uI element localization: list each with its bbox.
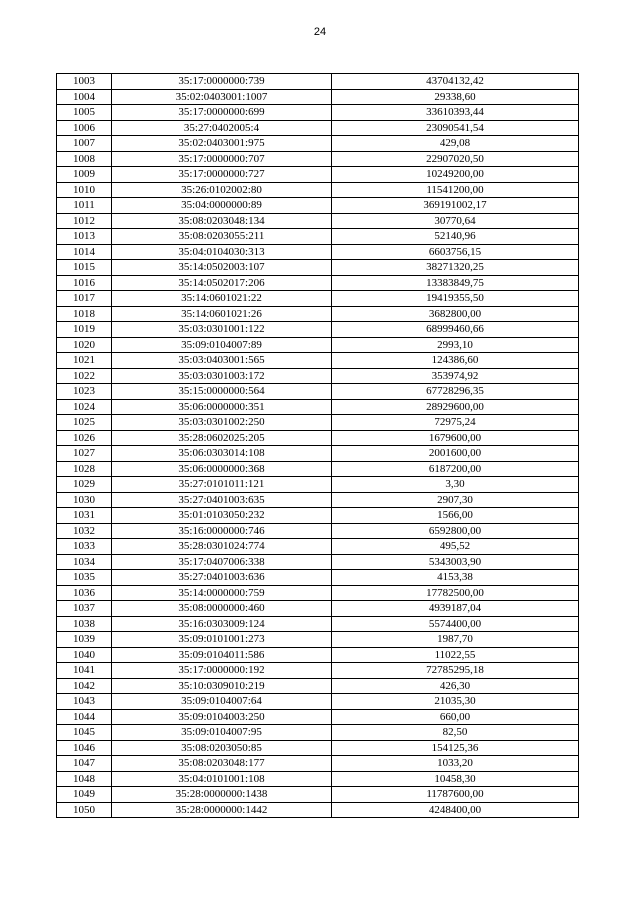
table-row bbox=[57, 151, 579, 167]
row-number-cell: 1022 bbox=[57, 368, 112, 384]
value-cell: 429,08 bbox=[332, 136, 579, 152]
table-body bbox=[57, 74, 579, 818]
table-row bbox=[57, 663, 579, 679]
row-number-cell: 1041 bbox=[57, 663, 112, 679]
table-row bbox=[57, 430, 579, 446]
table-row bbox=[57, 306, 579, 322]
table-row bbox=[57, 120, 579, 136]
table-row bbox=[57, 89, 579, 105]
row-number-cell: 1049 bbox=[57, 787, 112, 803]
cadastral-number-cell: 35:28:0000000:1438 bbox=[112, 787, 332, 803]
value-cell: 10249200,00 bbox=[332, 167, 579, 183]
value-cell: 495,52 bbox=[332, 539, 579, 555]
table-row bbox=[57, 244, 579, 260]
value-cell: 1566,00 bbox=[332, 508, 579, 524]
cadastral-number-cell: 35:17:0000000:192 bbox=[112, 663, 332, 679]
value-cell: 1987,70 bbox=[332, 632, 579, 648]
row-number-cell: 1012 bbox=[57, 213, 112, 229]
value-cell: 353974,92 bbox=[332, 368, 579, 384]
value-cell: 11541200,00 bbox=[332, 182, 579, 198]
table-row bbox=[57, 554, 579, 570]
row-number-cell: 1034 bbox=[57, 554, 112, 570]
cadastral-number-cell: 35:09:0104007:64 bbox=[112, 694, 332, 710]
cadastral-number-cell: 35:04:0000000:89 bbox=[112, 198, 332, 214]
value-cell: 10458,30 bbox=[332, 771, 579, 787]
row-number-cell: 1048 bbox=[57, 771, 112, 787]
cadastral-number-cell: 35:17:0407006:338 bbox=[112, 554, 332, 570]
value-cell: 2001600,00 bbox=[332, 446, 579, 462]
table-row bbox=[57, 740, 579, 756]
cadastral-number-cell: 35:03:0403001:565 bbox=[112, 353, 332, 369]
value-cell: 72975,24 bbox=[332, 415, 579, 431]
row-number-cell: 1035 bbox=[57, 570, 112, 586]
value-cell: 72785295,18 bbox=[332, 663, 579, 679]
row-number-cell: 1039 bbox=[57, 632, 112, 648]
row-number-cell: 1004 bbox=[57, 89, 112, 105]
table-row bbox=[57, 585, 579, 601]
table-row bbox=[57, 570, 579, 586]
value-cell: 23090541,54 bbox=[332, 120, 579, 136]
row-number-cell: 1025 bbox=[57, 415, 112, 431]
row-number-cell: 1023 bbox=[57, 384, 112, 400]
cadastral-number-cell: 35:09:0104007:89 bbox=[112, 337, 332, 353]
row-number-cell: 1047 bbox=[57, 756, 112, 772]
value-cell: 5343003,90 bbox=[332, 554, 579, 570]
row-number-cell: 1019 bbox=[57, 322, 112, 338]
table-row bbox=[57, 802, 579, 818]
table-row bbox=[57, 213, 579, 229]
cadastral-number-cell: 35:26:0102002:80 bbox=[112, 182, 332, 198]
value-cell: 426,30 bbox=[332, 678, 579, 694]
value-cell: 67728296,35 bbox=[332, 384, 579, 400]
cadastral-number-cell: 35:28:0602025:205 bbox=[112, 430, 332, 446]
value-cell: 124386,60 bbox=[332, 353, 579, 369]
value-cell: 22907020,50 bbox=[332, 151, 579, 167]
table-row bbox=[57, 399, 579, 415]
table-row bbox=[57, 616, 579, 632]
cadastral-number-cell: 35:17:0000000:707 bbox=[112, 151, 332, 167]
cadastral-number-cell: 35:17:0000000:727 bbox=[112, 167, 332, 183]
table-row bbox=[57, 446, 579, 462]
value-cell: 2993,10 bbox=[332, 337, 579, 353]
cadastral-number-cell: 35:08:0203048:134 bbox=[112, 213, 332, 229]
cadastral-number-cell: 35:08:0203055:211 bbox=[112, 229, 332, 245]
table-row bbox=[57, 384, 579, 400]
value-cell: 2907,30 bbox=[332, 492, 579, 508]
value-cell: 6187200,00 bbox=[332, 461, 579, 477]
value-cell: 4153,38 bbox=[332, 570, 579, 586]
cadastral-number-cell: 35:09:0104003:250 bbox=[112, 709, 332, 725]
row-number-cell: 1030 bbox=[57, 492, 112, 508]
value-cell: 21035,30 bbox=[332, 694, 579, 710]
cadastral-number-cell: 35:27:0101011:121 bbox=[112, 477, 332, 493]
row-number-cell: 1028 bbox=[57, 461, 112, 477]
cadastral-number-cell: 35:08:0203050:85 bbox=[112, 740, 332, 756]
row-number-cell: 1015 bbox=[57, 260, 112, 276]
row-number-cell: 1043 bbox=[57, 694, 112, 710]
cadastral-number-cell: 35:06:0303014:108 bbox=[112, 446, 332, 462]
row-number-cell: 1044 bbox=[57, 709, 112, 725]
cadastral-number-cell: 35:09:0101001:273 bbox=[112, 632, 332, 648]
row-number-cell: 1024 bbox=[57, 399, 112, 415]
row-number-cell: 1009 bbox=[57, 167, 112, 183]
row-number-cell: 1042 bbox=[57, 678, 112, 694]
value-cell: 19419355,50 bbox=[332, 291, 579, 307]
table-row bbox=[57, 136, 579, 152]
row-number-cell: 1007 bbox=[57, 136, 112, 152]
value-cell: 82,50 bbox=[332, 725, 579, 741]
value-cell: 30770,64 bbox=[332, 213, 579, 229]
table-row bbox=[57, 647, 579, 663]
table-row bbox=[57, 477, 579, 493]
row-number-cell: 1045 bbox=[57, 725, 112, 741]
row-number-cell: 1016 bbox=[57, 275, 112, 291]
table-row bbox=[57, 182, 579, 198]
value-cell: 6592800,00 bbox=[332, 523, 579, 539]
row-number-cell: 1013 bbox=[57, 229, 112, 245]
value-cell: 52140,96 bbox=[332, 229, 579, 245]
table-row bbox=[57, 291, 579, 307]
value-cell: 3,30 bbox=[332, 477, 579, 493]
value-cell: 369191002,17 bbox=[332, 198, 579, 214]
cadastral-number-cell: 35:14:0502017:206 bbox=[112, 275, 332, 291]
cadastral-number-cell: 35:28:0000000:1442 bbox=[112, 802, 332, 818]
value-cell: 38271320,25 bbox=[332, 260, 579, 276]
row-number-cell: 1018 bbox=[57, 306, 112, 322]
cadastral-number-cell: 35:08:0203048:177 bbox=[112, 756, 332, 772]
table-row bbox=[57, 322, 579, 338]
table-row bbox=[57, 74, 579, 90]
row-number-cell: 1036 bbox=[57, 585, 112, 601]
table-row bbox=[57, 198, 579, 214]
value-cell: 17782500,00 bbox=[332, 585, 579, 601]
cadastral-number-cell: 35:03:0301003:172 bbox=[112, 368, 332, 384]
cadastral-number-cell: 35:28:0301024:774 bbox=[112, 539, 332, 555]
value-cell: 1679600,00 bbox=[332, 430, 579, 446]
cadastral-number-cell: 35:14:0601021:22 bbox=[112, 291, 332, 307]
row-number-cell: 1027 bbox=[57, 446, 112, 462]
table-row bbox=[57, 787, 579, 803]
cadastral-number-cell: 35:09:0104007:95 bbox=[112, 725, 332, 741]
cadastral-number-cell: 35:08:0000000:460 bbox=[112, 601, 332, 617]
cadastral-number-cell: 35:16:0000000:746 bbox=[112, 523, 332, 539]
table-row bbox=[57, 461, 579, 477]
value-cell: 660,00 bbox=[332, 709, 579, 725]
value-cell: 4939187,04 bbox=[332, 601, 579, 617]
table-row bbox=[57, 368, 579, 384]
value-cell: 13383849,75 bbox=[332, 275, 579, 291]
value-cell: 29338,60 bbox=[332, 89, 579, 105]
value-cell: 43704132,42 bbox=[332, 74, 579, 90]
row-number-cell: 1046 bbox=[57, 740, 112, 756]
table-row bbox=[57, 601, 579, 617]
value-cell: 154125,36 bbox=[332, 740, 579, 756]
table-row bbox=[57, 415, 579, 431]
table-row bbox=[57, 678, 579, 694]
cadastral-number-cell: 35:02:0403001:1007 bbox=[112, 89, 332, 105]
cadastral-number-cell: 35:15:0000000:564 bbox=[112, 384, 332, 400]
cadastral-number-cell: 35:06:0000000:351 bbox=[112, 399, 332, 415]
value-cell: 5574400,00 bbox=[332, 616, 579, 632]
table-row bbox=[57, 539, 579, 555]
table-row bbox=[57, 353, 579, 369]
cadastral-number-cell: 35:14:0502003:107 bbox=[112, 260, 332, 276]
cadastral-number-cell: 35:14:0601021:26 bbox=[112, 306, 332, 322]
cadastral-number-cell: 35:14:0000000:759 bbox=[112, 585, 332, 601]
table-row bbox=[57, 167, 579, 183]
cadastral-number-cell: 35:04:0104030:313 bbox=[112, 244, 332, 260]
cadastral-number-cell: 35:06:0000000:368 bbox=[112, 461, 332, 477]
row-number-cell: 1026 bbox=[57, 430, 112, 446]
table-row bbox=[57, 508, 579, 524]
row-number-cell: 1010 bbox=[57, 182, 112, 198]
cadastral-number-cell: 35:09:0104011:586 bbox=[112, 647, 332, 663]
cadastral-number-cell: 35:27:0401003:636 bbox=[112, 570, 332, 586]
value-cell: 68999460,66 bbox=[332, 322, 579, 338]
data-table bbox=[56, 73, 579, 818]
row-number-cell: 1008 bbox=[57, 151, 112, 167]
cadastral-number-cell: 35:02:0403001:975 bbox=[112, 136, 332, 152]
table-row bbox=[57, 260, 579, 276]
cadastral-number-cell: 35:03:0301002:250 bbox=[112, 415, 332, 431]
value-cell: 11787600,00 bbox=[332, 787, 579, 803]
row-number-cell: 1014 bbox=[57, 244, 112, 260]
row-number-cell: 1021 bbox=[57, 353, 112, 369]
row-number-cell: 1003 bbox=[57, 74, 112, 90]
value-cell: 3682800,00 bbox=[332, 306, 579, 322]
cadastral-number-cell: 35:17:0000000:699 bbox=[112, 105, 332, 121]
row-number-cell: 1029 bbox=[57, 477, 112, 493]
cadastral-number-cell: 35:04:0101001:108 bbox=[112, 771, 332, 787]
table-row bbox=[57, 771, 579, 787]
row-number-cell: 1017 bbox=[57, 291, 112, 307]
cadastral-number-cell: 35:27:0402005:4 bbox=[112, 120, 332, 136]
table-row bbox=[57, 709, 579, 725]
value-cell: 4248400,00 bbox=[332, 802, 579, 818]
cadastral-number-cell: 35:03:0301001:122 bbox=[112, 322, 332, 338]
value-cell: 11022,55 bbox=[332, 647, 579, 663]
row-number-cell: 1005 bbox=[57, 105, 112, 121]
table-row bbox=[57, 694, 579, 710]
row-number-cell: 1006 bbox=[57, 120, 112, 136]
cadastral-number-cell: 35:27:0401003:635 bbox=[112, 492, 332, 508]
value-cell: 28929600,00 bbox=[332, 399, 579, 415]
row-number-cell: 1040 bbox=[57, 647, 112, 663]
table-row bbox=[57, 229, 579, 245]
table-row bbox=[57, 275, 579, 291]
table-row bbox=[57, 523, 579, 539]
row-number-cell: 1050 bbox=[57, 802, 112, 818]
value-cell: 6603756,15 bbox=[332, 244, 579, 260]
row-number-cell: 1038 bbox=[57, 616, 112, 632]
table-row bbox=[57, 632, 579, 648]
row-number-cell: 1033 bbox=[57, 539, 112, 555]
table-row bbox=[57, 725, 579, 741]
page-number: 24 bbox=[313, 26, 327, 38]
value-cell: 1033,20 bbox=[332, 756, 579, 772]
row-number-cell: 1032 bbox=[57, 523, 112, 539]
row-number-cell: 1037 bbox=[57, 601, 112, 617]
cadastral-number-cell: 35:01:0103050:232 bbox=[112, 508, 332, 524]
row-number-cell: 1011 bbox=[57, 198, 112, 214]
table-row bbox=[57, 492, 579, 508]
cadastral-number-cell: 35:10:0309010:219 bbox=[112, 678, 332, 694]
row-number-cell: 1020 bbox=[57, 337, 112, 353]
cadastral-number-cell: 35:17:0000000:739 bbox=[112, 74, 332, 90]
row-number-cell: 1031 bbox=[57, 508, 112, 524]
table-row bbox=[57, 756, 579, 772]
cadastral-number-cell: 35:16:0303009:124 bbox=[112, 616, 332, 632]
table-row bbox=[57, 337, 579, 353]
table-row bbox=[57, 105, 579, 121]
value-cell: 33610393,44 bbox=[332, 105, 579, 121]
